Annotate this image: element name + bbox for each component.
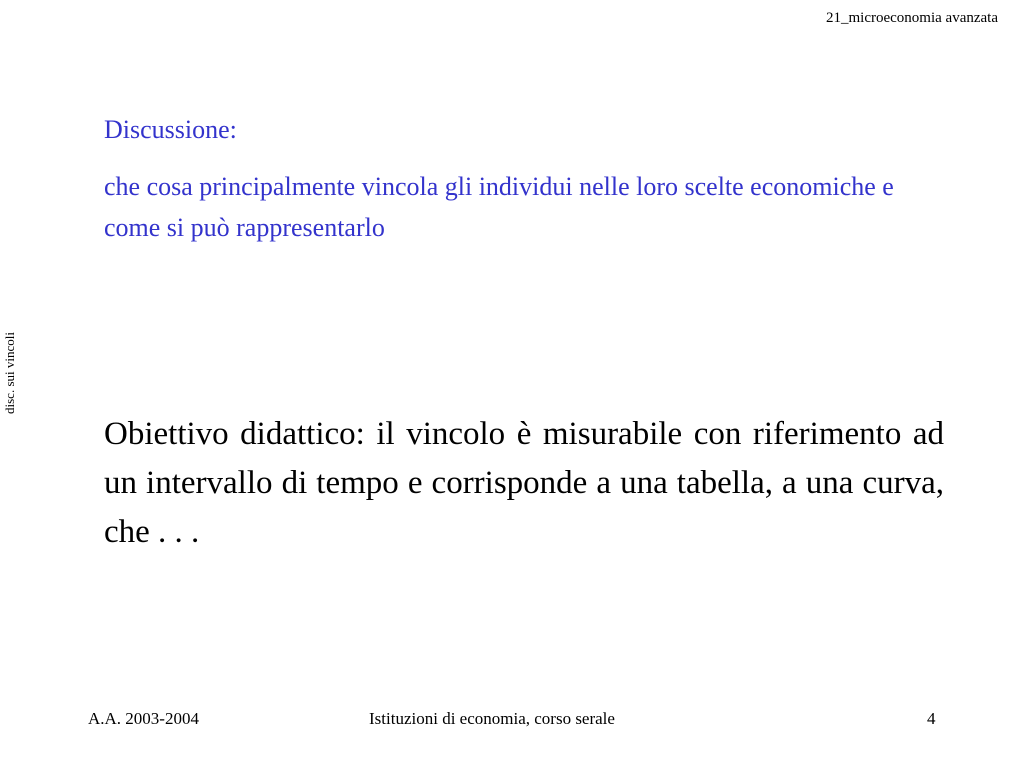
footer-page-number: 4 [927, 709, 936, 728]
side-label-text: disc. sui vincoli [2, 332, 17, 414]
side-label [1, 302, 21, 414]
footer-academic-year: A.A. 2003-2004 [88, 709, 199, 728]
footer-course: Istituzioni di economia, corso serale [369, 709, 615, 728]
discussion-text: che cosa principalmente vincola gli individui nelle loro scelte economiche e come si può rappresentarlo [104, 172, 894, 242]
header-title: 21_microeconomia avanzata [825, 10, 998, 26]
discussion-heading: Discussione: [104, 115, 237, 144]
objective-text: Obiettivo didattico: il vincolo è misurabile con riferimento ad un intervallo di tempo e corrisponde a una tabella, a una curva, che . . . [104, 416, 944, 550]
discussion-section [104, 113, 946, 248]
